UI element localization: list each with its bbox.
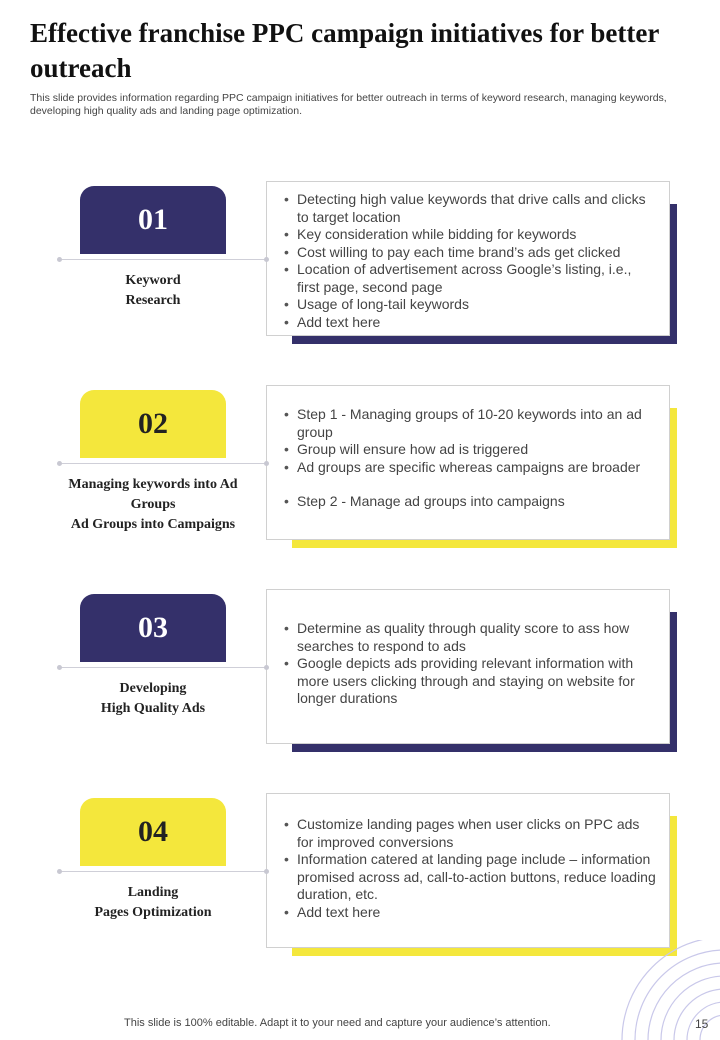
section-managing-keywords [0,390,720,570]
connector-dot [264,257,269,262]
section-high-quality-ads [0,594,720,774]
section-label-line: Managing keywords into Ad [68,477,238,492]
section-label-line: High Quality Ads [100,701,206,716]
bullet-card [266,181,670,336]
section-label-line: Research [125,293,181,308]
section-label-line: Developing [119,681,187,696]
section-number: 03 [80,594,226,662]
bullet-card [266,793,670,948]
section-number: 02 [80,390,226,458]
connector-line [59,871,267,872]
connector-dot [57,665,62,670]
bullet-item: • Usage of long-tail keywords [279,296,657,314]
connector-dot [264,665,269,670]
connector-dot [57,869,62,874]
bullet-item: • Cost willing to pay each time brand’s ads get clicked [279,244,657,262]
bullet-item: • Detecting high value keywords that drive calls and clicks to target location [279,191,657,226]
bullet-list [279,191,657,331]
bullet-list [279,620,657,708]
bullet-card [266,589,670,744]
bullet-item: • Step 1 - Managing groups of 10-20 keywords into an ad group [279,406,657,441]
bullet-list [279,406,657,511]
connector-line [59,259,267,260]
section-label [50,271,256,311]
bullet-item: • Add text here [279,314,657,332]
footer-note: This slide is 100% editable. Adapt it to your need and capture your audience’s attention. [124,1017,551,1029]
bullet-item: • Key consideration while bidding for keywords [279,226,657,244]
page-number: 15 [695,1017,709,1031]
connector-dot [57,257,62,262]
bullet-item: • Information catered at landing page include – information promised across ad, call-to-action buttons, reduce loading duration, etc. [279,851,657,904]
section-label [50,679,256,719]
section-label-line: Pages Optimization [94,905,212,920]
section-label-line: Landing [127,885,179,900]
bullet-item: • Determine as quality through quality score to ass how searches to respond to ads [279,620,657,655]
section-label [50,883,256,923]
connector-dot [264,869,269,874]
section-label-line: Ad Groups into Campaigns [70,517,236,532]
bullet-card [266,385,670,540]
connector-line [59,463,267,464]
connector-dot [57,461,62,466]
connector-dot [264,461,269,466]
bullet-list [279,816,657,921]
section-number: 04 [80,798,226,866]
section-label-line: Groups [130,497,176,512]
section-number: 01 [80,186,226,254]
section-keyword-research [0,186,720,366]
connector-line [59,667,267,668]
slide-subtitle: This slide provides information regarding PPC campaign initiatives for better outreach in terms of keyword research, managing keywords, developing high quality ads and landing page optimization. [30,92,667,117]
section-label-line: Keyword [125,273,181,288]
bullet-item: • Add text here [279,904,657,922]
bullet-item: • Group will ensure how ad is triggered [279,441,657,459]
bullet-item: • Customize landing pages when user clicks on PPC ads for improved conversions [279,816,657,851]
section-label [50,475,256,535]
bullet-item: • Location of advertisement across Google’s listing, i.e., first page, second page [279,261,657,296]
bullet-item: • Google depicts ads providing relevant information with more users clicking through and staying on website for longer durations [279,655,657,708]
slide-title: Effective franchise PPC campaign initiatives for better outreach [30,18,659,83]
bullet-item: • Ad groups are specific whereas campaigns are broader [279,459,657,477]
bullet-item: • Step 2 - Manage ad groups into campaigns [279,493,657,511]
